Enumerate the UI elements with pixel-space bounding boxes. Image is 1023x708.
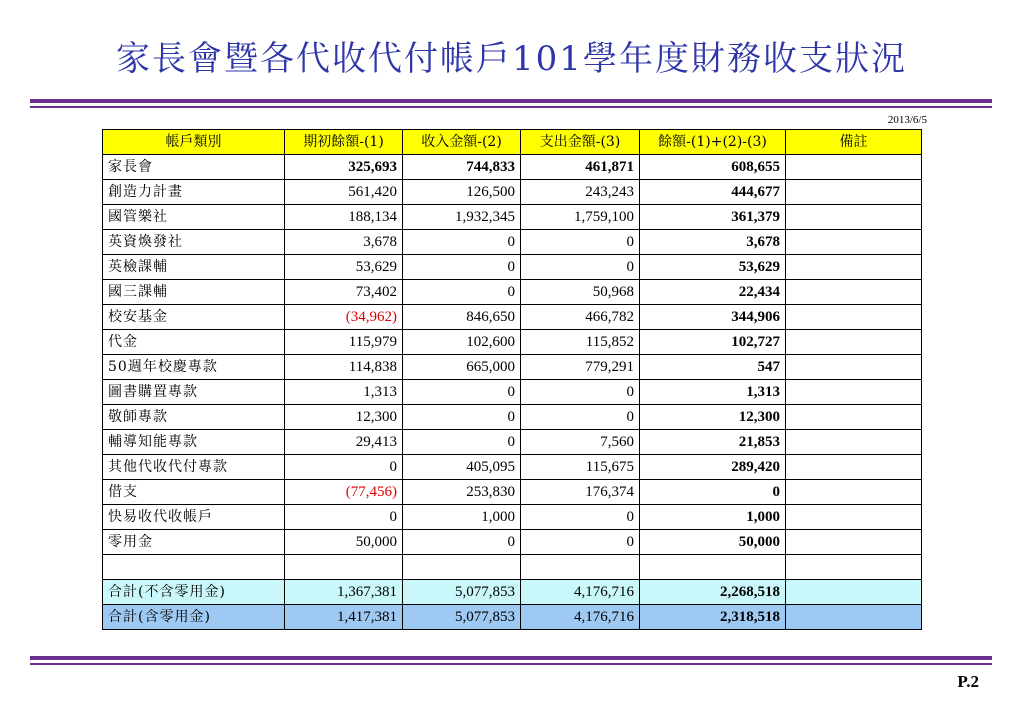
cell-expense: 50,968: [521, 280, 640, 305]
cell-account-name: 家長會: [103, 155, 285, 180]
cell-opening-balance: (77,456): [285, 480, 403, 505]
cell-opening-balance: 50,000: [285, 530, 403, 555]
cell-opening-balance: 1,367,381: [285, 580, 403, 605]
header-note: 備註: [786, 130, 922, 155]
header-account-type: 帳戶類別: [103, 130, 285, 155]
cell-opening-balance: 0: [285, 455, 403, 480]
cell-income: 0: [403, 430, 521, 455]
cell-expense: 0: [521, 505, 640, 530]
cell-opening-balance: 3,678: [285, 230, 403, 255]
table-row: [103, 255, 922, 280]
cell-note: [786, 555, 922, 580]
page-number: P.2: [957, 672, 979, 691]
cell-account-name: 敬師專款: [103, 405, 285, 430]
cell-balance: 0: [640, 480, 786, 505]
cell-balance: 53,629: [640, 255, 786, 280]
cell-income: 253,830: [403, 480, 521, 505]
header-balance: 餘額-(1)+(2)-(3): [640, 130, 786, 155]
cell-opening-balance: 0: [285, 505, 403, 530]
table-row: [103, 305, 922, 330]
cell-account-name: [103, 555, 285, 580]
cell-balance: 1,313: [640, 380, 786, 405]
cell-note: [786, 505, 922, 530]
cell-income: 126,500: [403, 180, 521, 205]
cell-income: 744,833: [403, 155, 521, 180]
header-expense: 支出金額-(3): [521, 130, 640, 155]
cell-note: [786, 155, 922, 180]
cell-expense: 0: [521, 380, 640, 405]
cell-balance: 361,379: [640, 205, 786, 230]
cell-note: [786, 405, 922, 430]
cell-note: [786, 230, 922, 255]
table-row: [103, 405, 922, 430]
cell-expense: 176,374: [521, 480, 640, 505]
cell-expense: 243,243: [521, 180, 640, 205]
cell-account-name: 借支: [103, 480, 285, 505]
cell-income: 0: [403, 255, 521, 280]
cell-note: [786, 455, 922, 480]
cell-balance: 21,853: [640, 430, 786, 455]
cell-balance: 2,268,518: [640, 580, 786, 605]
cell-expense: 0: [521, 405, 640, 430]
cell-note: [786, 530, 922, 555]
table-row: [103, 555, 922, 580]
cell-opening-balance: 29,413: [285, 430, 403, 455]
cell-opening-balance: 73,402: [285, 280, 403, 305]
table-row: [103, 580, 922, 605]
cell-expense: 115,675: [521, 455, 640, 480]
cell-note: [786, 180, 922, 205]
cell-income: 1,932,345: [403, 205, 521, 230]
cell-account-name: 創造力計畫: [103, 180, 285, 205]
cell-expense: 7,560: [521, 430, 640, 455]
cell-opening-balance: 1,313: [285, 380, 403, 405]
cell-expense: 461,871: [521, 155, 640, 180]
cell-opening-balance: [285, 555, 403, 580]
cell-balance: 1,000: [640, 505, 786, 530]
cell-income: 102,600: [403, 330, 521, 355]
cell-income: [403, 555, 521, 580]
cell-opening-balance: 325,693: [285, 155, 403, 180]
table-row: [103, 230, 922, 255]
cell-opening-balance: 188,134: [285, 205, 403, 230]
cell-opening-balance: 53,629: [285, 255, 403, 280]
bottom-divider: [30, 656, 992, 665]
cell-expense: 0: [521, 255, 640, 280]
cell-account-name: 英檢課輔: [103, 255, 285, 280]
header-income: 收入金額-(2): [403, 130, 521, 155]
cell-account-name: 合計(含零用金): [103, 605, 285, 630]
cell-balance: 2,318,518: [640, 605, 786, 630]
header-opening-balance: 期初餘額-(1): [285, 130, 403, 155]
cell-note: [786, 355, 922, 380]
cell-income: 0: [403, 280, 521, 305]
cell-balance: 22,434: [640, 280, 786, 305]
cell-income: 5,077,853: [403, 580, 521, 605]
table-row: [103, 455, 922, 480]
cell-note: [786, 580, 922, 605]
cell-account-name: 50週年校慶專款: [103, 355, 285, 380]
cell-account-name: 英資煥發社: [103, 230, 285, 255]
cell-balance: 3,678: [640, 230, 786, 255]
cell-balance: 444,677: [640, 180, 786, 205]
table-row: [103, 530, 922, 555]
cell-opening-balance: 114,838: [285, 355, 403, 380]
top-divider: [30, 99, 992, 108]
cell-balance: 547: [640, 355, 786, 380]
table-row: [103, 605, 922, 630]
cell-account-name: 其他代收代付專款: [103, 455, 285, 480]
cell-account-name: 國三課輔: [103, 280, 285, 305]
cell-opening-balance: 1,417,381: [285, 605, 403, 630]
cell-account-name: 合計(不含零用金): [103, 580, 285, 605]
cell-opening-balance: 12,300: [285, 405, 403, 430]
table-row: [103, 155, 922, 180]
cell-expense: 466,782: [521, 305, 640, 330]
cell-note: [786, 330, 922, 355]
cell-balance: [640, 555, 786, 580]
cell-income: 5,077,853: [403, 605, 521, 630]
cell-expense: 4,176,716: [521, 580, 640, 605]
cell-account-name: 校安基金: [103, 305, 285, 330]
cell-note: [786, 255, 922, 280]
cell-account-name: 快易收代收帳戶: [103, 505, 285, 530]
page-title: 家長會暨各代收代付帳戶101學年度財務收支狀況: [116, 39, 907, 79]
cell-expense: 115,852: [521, 330, 640, 355]
cell-income: 405,095: [403, 455, 521, 480]
table-row: [103, 505, 922, 530]
cell-opening-balance: 561,420: [285, 180, 403, 205]
cell-income: 0: [403, 380, 521, 405]
cell-balance: 12,300: [640, 405, 786, 430]
cell-balance: 608,655: [640, 155, 786, 180]
cell-expense: 0: [521, 230, 640, 255]
table-row: [103, 280, 922, 305]
table-row: [103, 355, 922, 380]
report-date: 2013/6/5: [887, 114, 927, 126]
cell-balance: 102,727: [640, 330, 786, 355]
cell-note: [786, 480, 922, 505]
cell-income: 0: [403, 405, 521, 430]
cell-balance: 289,420: [640, 455, 786, 480]
cell-income: 846,650: [403, 305, 521, 330]
finance-table: [102, 129, 922, 630]
cell-account-name: 零用金: [103, 530, 285, 555]
cell-note: [786, 430, 922, 455]
cell-opening-balance: (34,962): [285, 305, 403, 330]
cell-balance: 50,000: [640, 530, 786, 555]
table-row: [103, 430, 922, 455]
cell-income: 1,000: [403, 505, 521, 530]
table-row: [103, 205, 922, 230]
cell-expense: [521, 555, 640, 580]
cell-income: 0: [403, 230, 521, 255]
cell-balance: 344,906: [640, 305, 786, 330]
cell-note: [786, 205, 922, 230]
table-row: [103, 380, 922, 405]
cell-note: [786, 280, 922, 305]
cell-account-name: 輔導知能專款: [103, 430, 285, 455]
cell-account-name: 圖書購置專款: [103, 380, 285, 405]
cell-income: 665,000: [403, 355, 521, 380]
cell-expense: 0: [521, 530, 640, 555]
table-row: [103, 330, 922, 355]
cell-expense: 779,291: [521, 355, 640, 380]
table-header-row: [103, 130, 922, 155]
cell-income: 0: [403, 530, 521, 555]
cell-account-name: 國管樂社: [103, 205, 285, 230]
table-row: [103, 480, 922, 505]
cell-expense: 1,759,100: [521, 205, 640, 230]
cell-note: [786, 380, 922, 405]
cell-opening-balance: 115,979: [285, 330, 403, 355]
cell-note: [786, 305, 922, 330]
cell-note: [786, 605, 922, 630]
cell-account-name: 代金: [103, 330, 285, 355]
cell-expense: 4,176,716: [521, 605, 640, 630]
table-row: [103, 180, 922, 205]
